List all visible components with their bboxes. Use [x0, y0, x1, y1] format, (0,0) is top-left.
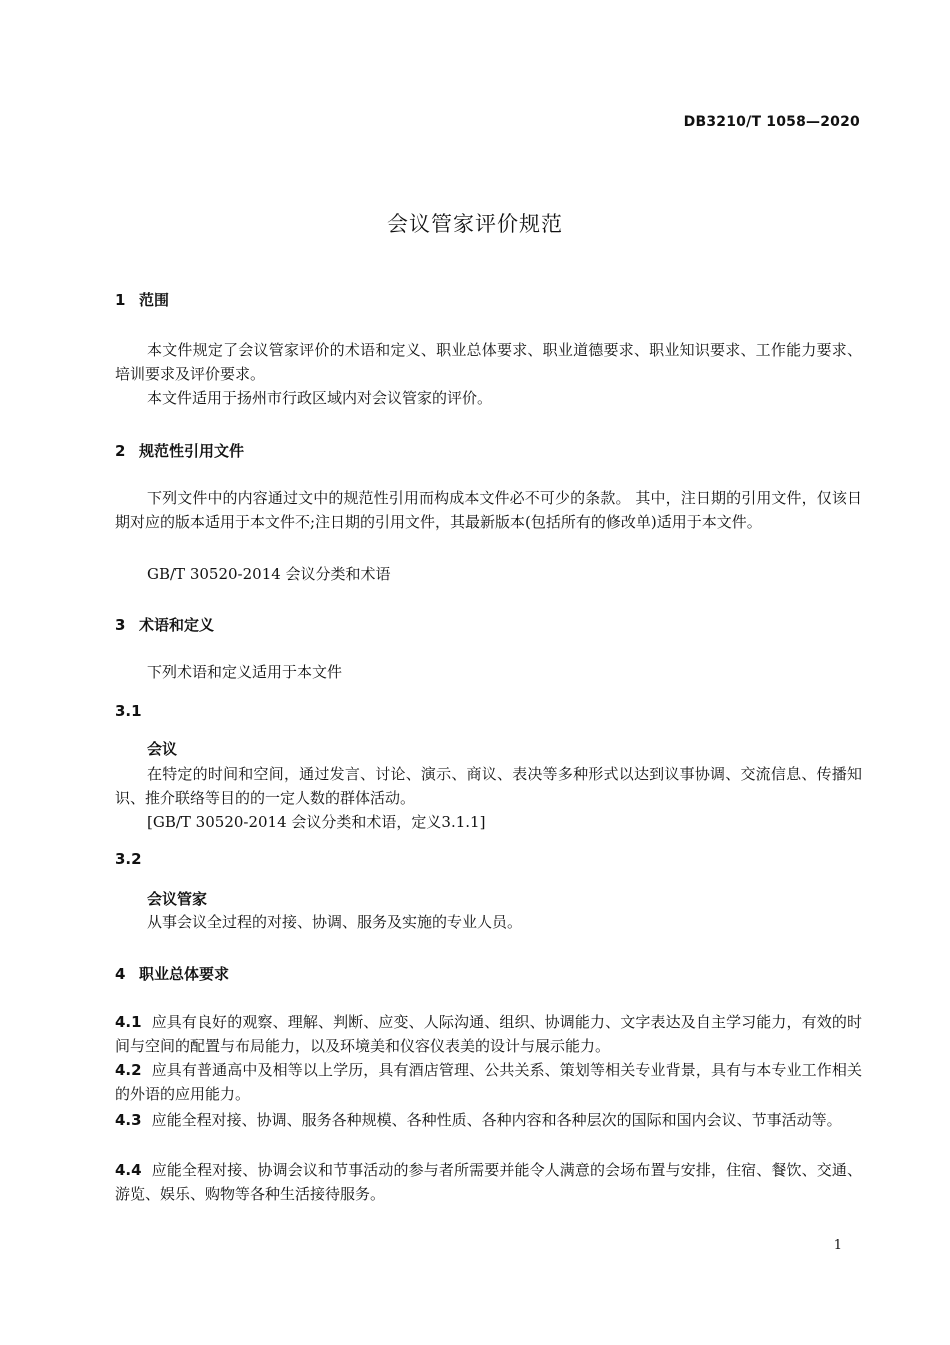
term-3-1-name: 会议: [147, 740, 178, 758]
section-2-paragraph-1: 下列文件中的内容通过文中的规范性引用而构成本文件必不可少的条款。 其中，注日期的引用文件，仅该日期对应的版本适用于本文件不;注日期的引用文件，其最新版本(包括所有的修改单)适用于本文件。: [115, 489, 862, 531]
requirement-text: 应能全程对接、协调会议和节事活动的参与者所需要并能令人满意的会场布置与安排，住宿、餐饮、交通、游览、娱乐、购物等各种生活接待服务。: [115, 1161, 862, 1203]
section-title: 职业总体要求: [139, 965, 230, 983]
section-3-heading: [115, 614, 214, 635]
document-title: 会议管家评价规范: [387, 212, 563, 236]
section-title: 术语和定义: [139, 616, 215, 634]
section-number: 1: [115, 291, 126, 309]
normative-reference: GB/T 30520-2014 会议分类和术语: [147, 565, 391, 583]
term-3-1-number: 3.1: [115, 702, 142, 720]
section-title: 范围: [139, 291, 170, 309]
term-3-2-name: 会议管家: [147, 890, 208, 908]
section-4-heading: [115, 963, 229, 984]
section-2-heading: [115, 440, 244, 461]
requirement-number: 4.3: [115, 1111, 142, 1129]
term-3-1-source: [GB/T 30520-2014 会议分类和术语，定义3.1.1]: [147, 813, 486, 831]
section-number: 3: [115, 616, 126, 634]
section-1-heading: [115, 289, 169, 310]
term-3-2-definition: 从事会议全过程的对接、协调、服务及实施的专业人员。: [147, 913, 523, 931]
requirement-text: 应具有普通高中及相等以上学历，具有酒店管理、公共关系、策划等相关专业背景，具有与本专业工作相关的外语的应用能力。: [115, 1061, 862, 1103]
section-number: 2: [115, 442, 126, 460]
section-1-paragraph-2: 本文件适用于扬州市行政区域内对会议管家的评价。: [147, 389, 493, 407]
requirement-number: 4.4: [115, 1161, 142, 1179]
requirement-4-4: [115, 1158, 862, 1206]
requirement-number: 4.1: [115, 1013, 142, 1031]
section-number: 4: [115, 965, 126, 983]
requirement-text: 应能全程对接、协调、服务各种规模、各种性质、各种内容和各种层次的国际和国内会议、节事活动等。: [151, 1111, 842, 1129]
requirement-4-2: [115, 1058, 862, 1106]
requirement-number: 4.2: [115, 1061, 142, 1079]
document-code: DB3210/T 1058—2020: [683, 114, 860, 130]
section-title: 规范性引用文件: [139, 442, 245, 460]
section-3-intro: 下列术语和定义适用于本文件: [147, 663, 343, 681]
section-1-paragraph-1: 本文件规定了会议管家评价的术语和定义、职业总体要求、职业道德要求、职业知识要求、工作能力要求、培训要求及评价要求。: [115, 341, 862, 383]
page-number: 1: [833, 1238, 842, 1253]
term-3-1-definition: 在特定的时间和空间，通过发言、讨论、演示、商议、表决等多种形式以达到议事协调、交流信息、传播知识、推介联络等目的的一定人数的群体活动。: [115, 765, 862, 807]
requirement-text: 应具有良好的观察、理解、判断、应变、人际沟通、组织、协调能力、文字表达及自主学习能力，有效的时间与空间的配置与布局能力，以及环境美和仪容仪表美的设计与展示能力。: [115, 1013, 862, 1055]
requirement-4-3: [115, 1108, 862, 1132]
requirement-4-1: [115, 1010, 862, 1058]
term-3-2-number: 3.2: [115, 850, 142, 868]
